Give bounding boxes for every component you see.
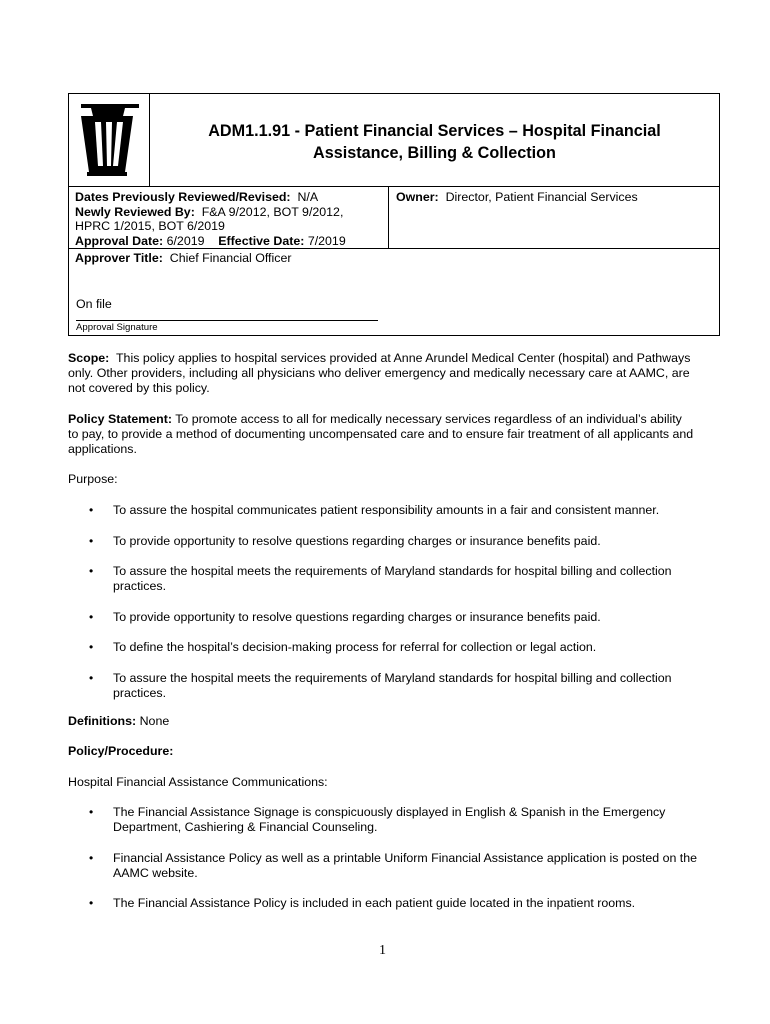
- policy-header-table: [68, 93, 720, 336]
- bullet-icon: •: [89, 805, 94, 819]
- scope-label: Scope:: [68, 351, 110, 365]
- procedure-item-text: [113, 851, 702, 881]
- title-line-1: ADM1.1.91 - Patient Financial Services – Hospital Financial: [208, 122, 661, 140]
- bullet-icon: •: [89, 564, 94, 578]
- policy-statement-line-3: applications.: [68, 442, 137, 457]
- page-title: [208, 116, 661, 164]
- policy-statement-line-2: to pay, to provide a method of documenting uncompensated care and to ensure fair treatment of all applicants and: [68, 427, 694, 442]
- purpose-item-line: To assure the hospital meets the requirements of Maryland standards for hospital billing and collection: [113, 671, 672, 685]
- purpose-item-text: To provide opportunity to resolve questions regarding charges or insurance benefits paid.: [113, 610, 601, 624]
- procedure-label: Policy/Procedure:: [68, 744, 174, 758]
- scope-paragraph: [68, 351, 702, 397]
- approver-title-value: Chief Financial Officer: [169, 251, 292, 265]
- procedure-item-line: Financial Assistance Policy as well as a printable Uniform Financial Assistance application is posted on the: [113, 851, 698, 865]
- definitions-value: None: [139, 714, 170, 728]
- bullet-icon: •: [89, 671, 94, 685]
- purpose-item-line: practices.: [113, 579, 167, 594]
- bullet-icon: •: [89, 503, 94, 517]
- on-file-text: On file: [76, 297, 112, 311]
- scope-line-2: only. Other providers, including all physicians who deliver emergency and medically necessary care at AAMC, are: [68, 366, 690, 381]
- policy-statement-label: Policy Statement:: [68, 412, 172, 426]
- bullet-icon: •: [89, 610, 94, 624]
- owner-cell: [389, 187, 719, 249]
- procedure-heading: [68, 744, 702, 759]
- procedure-subheading: Hospital Financial Assistance Communications:: [68, 775, 328, 789]
- approval-date-label: Approval Date:: [75, 233, 164, 248]
- bullet-icon: •: [89, 851, 94, 865]
- purpose-item-text: To provide opportunity to resolve questions regarding charges or insurance benefits paid.: [113, 534, 601, 548]
- purpose-item-text: [113, 671, 702, 701]
- procedure-item-text: [113, 805, 702, 835]
- procedure-item-line: Department, Cashiering & Financial Counseling.: [113, 820, 378, 835]
- purpose-item-line: To assure the hospital meets the requirements of Maryland standards for hospital billing and collection: [113, 564, 672, 578]
- newly-reviewed-value-1: F&A 9/2012, BOT 9/2012,: [201, 204, 344, 219]
- scope-line-3: not covered by this policy.: [68, 381, 210, 396]
- newly-reviewed-value-2: HPRC 1/2015, BOT 6/2019: [75, 219, 225, 234]
- purpose-item-line: practices.: [113, 686, 167, 701]
- purpose-item-text: To define the hospital’s decision-making process for referral for collection or legal action.: [113, 640, 597, 654]
- newly-reviewed-label: Newly Reviewed By:: [75, 204, 195, 219]
- bullet-icon: •: [89, 896, 94, 910]
- definitions-label: Definitions:: [68, 714, 137, 728]
- scope-line-1: This policy applies to hospital services provided at Anne Arundel Medical Center (hospital) and Pathways: [115, 351, 691, 365]
- hospital-logo-icon: [79, 102, 141, 178]
- owner-value: Director, Patient Financial Services: [445, 190, 638, 204]
- purpose-item-text: To assure the hospital communicates patient responsibility amounts in a fair and consistent manner.: [113, 503, 660, 517]
- signature-caption: Approval Signature: [76, 322, 158, 333]
- definitions-paragraph: [68, 714, 702, 729]
- policy-statement-paragraph: [68, 412, 702, 458]
- approver-title-label: Approver Title:: [75, 251, 163, 265]
- title-line-2: Assistance, Billing & Collection: [313, 144, 556, 162]
- purpose-item-text: [113, 564, 702, 594]
- procedure-item-line: The Financial Assistance Signage is conspicuously displayed in English & Spanish in the Emergency: [113, 805, 666, 819]
- logo-cell: [69, 94, 150, 187]
- dates-label: Dates Previously Reviewed/Revised:: [75, 190, 291, 204]
- review-dates-cell: [69, 187, 389, 249]
- bullet-icon: •: [89, 640, 94, 654]
- policy-statement-line-1: To promote access to all for medically necessary services regardless of an individual’s ability: [175, 412, 682, 426]
- bullet-icon: •: [89, 534, 94, 548]
- approval-date-value: 6/2019: [166, 233, 205, 248]
- purpose-label: Purpose:: [68, 472, 118, 486]
- procedure-item-text: The Financial Assistance Policy is included in each patient guide located in the inpatient rooms.: [113, 896, 636, 910]
- effective-date-value: 7/2019: [307, 233, 346, 248]
- approver-cell: [69, 249, 719, 335]
- procedure-item-line: AAMC website.: [113, 866, 198, 881]
- dates-value: N/A: [297, 190, 319, 204]
- page-number: 1: [379, 943, 386, 958]
- effective-date-label: Effective Date:: [218, 233, 305, 248]
- title-cell: [150, 94, 719, 187]
- owner-label: Owner:: [396, 190, 439, 204]
